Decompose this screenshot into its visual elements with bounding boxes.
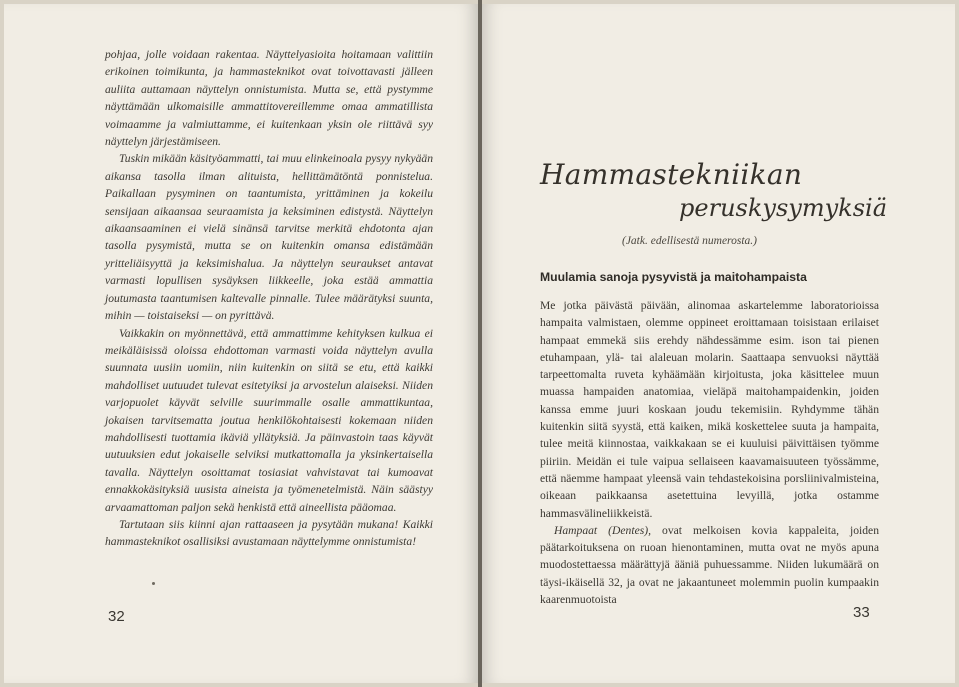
print-speck <box>152 582 155 585</box>
right-paragraph-1: Me jotka päivästä päivään, alinomaa askartelemme laboratorioissa hampaita valmistaen, olemme oppineet eroittamaan toisistaan erilaiset hampaat emmekä siis erehdy nähdessämme esim. ison tai pienen etuhampaan, ylä- tai alaleuan molarin. Saattaapa senvuoksi näyttää tarpeettomalta ruveta kyhäämään kirjoitusta, joka käsittelee muun muassa hampaiden anatomiaa, vieläpä maitohampaidenkin, joiden kanssa emme juuri koskaan joudu tekemisiin. Ryhdymme tähän kuitenkin siitä syystä, että kaiken, mikä koskettelee suuta ja hampaita, tulee meitä kiinnostaa, vaikkakaan se ei kuuluisi päivittäisen työmme piiriin. Meidän ei tule vaipua sellaiseen kaavamaisuuteen työssämme, että näemme hampaat yleensä vain tehdastekoisina porsliinivalmisteina, oikeaan paikkaansa asetettuina levyillä, jotka ostamme hammasvälineliikkeistä. <box>540 299 879 520</box>
article-title-line2: peruskysymyksiä <box>679 194 887 222</box>
continued-note: (Jatk. edellisestä numerosta.) <box>622 235 757 247</box>
article-title-line1: Hammastekniikan <box>540 158 803 191</box>
left-paragraph-3: Vaikkakin on myönnettävä, että ammattimme kehityksen kulkua ei meikäläisissä oloissa ehdottoman varmasti voida näyttelyn avulla suunnata uusiin uomiin, niin kuitenkin on siitä se etu, että kaikki mahdolliset uutuudet tulevat esitetyiksi ja arvostelun alaiseksi. Niiden varjopuolet käyvät selville suurimmalle osalle ammattikuntaa, jokaisen tarvitsematta joutua henkilökohtaisesti kokemaan niiden mahdollisesti tuottamia ikäviä yllätyksiä. Ja päinvastoin taas käyvät uutuuksien edut jokaiselle selviksi mutkattomalla ja yksinkertaisella tavalla. Näyttelyn osoittamat tosiasiat vahvistavat tai kumoavat ennakkokäsityksiä uusista aineista ja työmenetelmistä. Näin säästyy arvaamattoman paljon sekä henkistä että aineellista pääomaa. <box>105 326 433 514</box>
term-hampaat: Hampaat (Dentes), <box>554 523 651 537</box>
left-paragraph-4: Tartutaan siis kiinni ajan rattaaseen ja pysytään mukana! Kaikki hammasteknikot osallisiksi avustamaan näyttelymme onnistumista! <box>105 517 433 549</box>
left-page-text <box>105 46 433 551</box>
right-paragraph-2-text: ovat melkoisen kovia kappaleita, joiden päätarkoituksena on ruoan hienontaminen, mutta ovat ne myös apuna muodostettaessa määrättyjä ääniä puhuessamme. Niiden lukumäärä on täysi-ikäisellä 32, ja ovat ne jakaantuneet molemmin puolin kumpaakin kaarenmuotoista <box>540 523 879 607</box>
page-number-left: 32 <box>108 608 125 625</box>
right-page-text <box>540 297 879 608</box>
section-heading: Muulamia sanoja pysyvistä ja maitohampaista <box>540 270 807 284</box>
right-paragraph-2 <box>540 522 879 608</box>
left-paragraph-2: Tuskin mikään käsityöammatti, tai muu elinkeinoala pysyy nykyään aikansa tasolla ilman alituista, hellittämätöntä ponnistelua. Paikallaan pysyminen on taantumista, yrittäminen ja kokeilu sensijaan aikaansaa seuraamista ja keksiminen edistystä. Näyttelyn aikaansaaminen ei vielä sinänsä tarvitse merkitä ehdotonta ajan tasolla pysymistä, mutta se on kuitenkin omansa edistämään yritteliäisyyttä ja keksimishalua. Ja näyttelyn seuraukset antavat varmasti lopullisen sysäyksen liikkeelle, joka estää ammattia joutumasta taantumisen kaltevalle pinnalle. Tulee määrätyksi suunta, mihin — toistaiseksi — on pyrittävä. <box>105 152 433 323</box>
page-number-right: 33 <box>853 604 870 621</box>
left-paragraph-1: pohjaa, jolle voidaan rakentaa. Näyttelyasioita hoitamaan valittiin erikoinen toimikunta, ja hammasteknikot ovat toivottavasti jälleen auliita auttamaan näyttelyn onnistumista. Mutta se, että pystymme näyttämään ulkomaisille ammattitovereillemme omaa ammatillista voimaamme ja valmiuttamme, ei kuitenkaan yksin ole riittävä syy näyttelyn järjestämiseen. <box>105 48 433 149</box>
right-page <box>482 4 955 683</box>
left-page <box>4 4 478 683</box>
